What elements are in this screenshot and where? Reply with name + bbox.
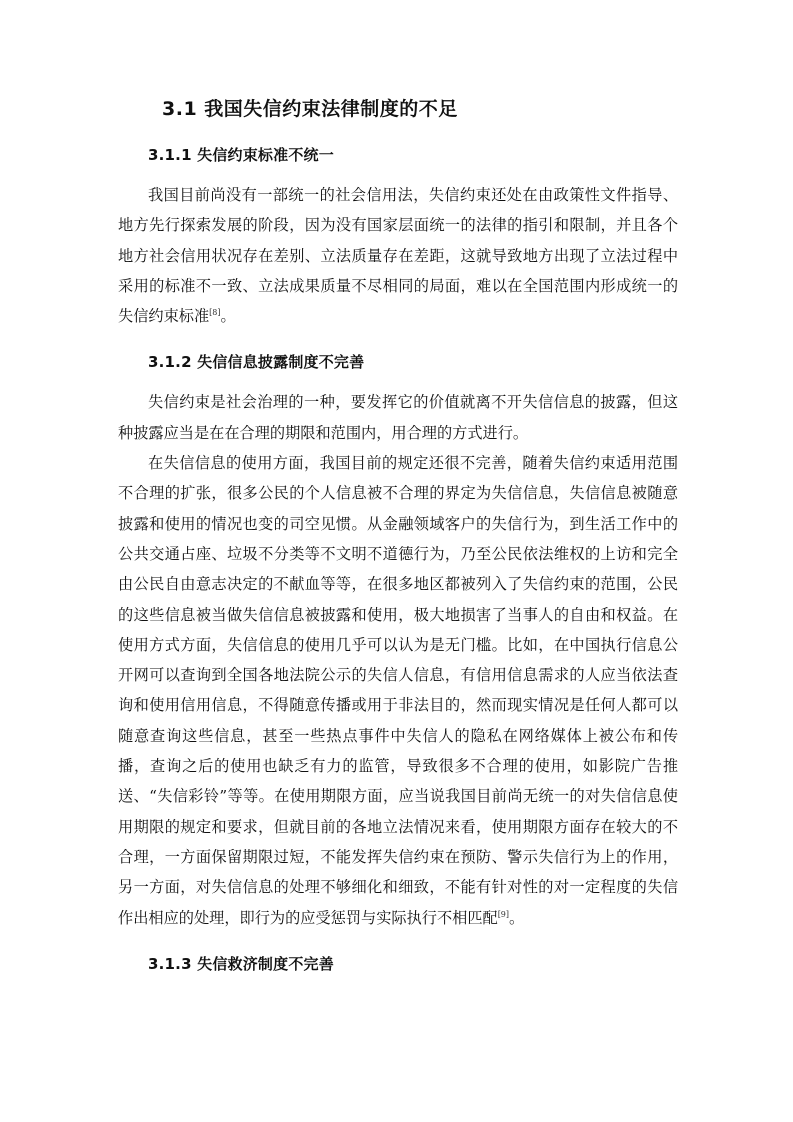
paragraph	[118, 180, 678, 331]
paragraph-end: 。	[220, 307, 236, 326]
paragraph-end: 。	[509, 908, 525, 927]
citation-ref: [8]	[209, 308, 221, 318]
page-content	[118, 92, 678, 977]
paragraph	[118, 448, 678, 933]
subsection-title-3-1-2: 3.1.2 失信信息披露制度不完善	[148, 353, 365, 372]
citation-ref: [9]	[497, 909, 510, 919]
subsection-title-3-1-1: 3.1.1 失信约束标准不统一	[148, 146, 334, 164]
paragraph	[118, 387, 678, 448]
subsection-title-3-1-3: 3.1.3 失信救济制度不完善	[148, 954, 334, 973]
paragraph-text: 我国目前尚没有一部统一的社会信用法，失信约束还处在由政策性文件指导、地方先行探索发展的阶段，因为没有国家层面统一的法律的指引和限制，并且各个地方社会信用状况存在差别、立法质量存在差距，这就导致地方出现了立法过程中采用的标准不一致、立法成果质量不尽相同的局面，难以在全国范围内形成统一的失信约束标准	[118, 186, 678, 326]
paragraph-text: 失信约束是社会治理的一种，要发挥它的价值就离不开失信信息的披露，但这种披露应当是在在合理的期限和范围内，用合理的方式进行。	[118, 393, 678, 442]
paragraph-text: 在失信信息的使用方面，我国目前的规定还很不完善，随着失信约束适用范围不合理的扩张，很多公民的个人信息被不合理的界定为失信信息，失信信息被随意披露和使用的情况也变的司空见惯。从金融领域客户的失信行为，到生活工作中的公共交通占座、垃圾不分类等不文明不道德行为，乃至公民依法维权的上访和完全由公民自由意志决定的不献血等等，在很多地区都被列入了失信约束的范围，公民的这些信息被当做失信信息被披露和使用，极大地损害了当事人的自由和权益。在使用方式方面，失信信息的使用几乎可以认为是无门槛。比如，在中国执行信息公开网可以查询到全国各地法院公示的失信人信息，有信用信息需求的人应当依法查询和使用信用信息，不得随意传播或用于非法目的，然而现实情况是任何人都可以随意查询这些信息，甚至一些热点事件中失信人的隐私在网络媒体上被公布和传播，查询之后的使用也缺乏有力的监管，导致很多不合理的使用，如影院广告推送、“失信彩铃”等等。在使用期限方面，应当说我国目前尚无统一的对失信信息使用期限的规定和要求，但就目前的各地立法情况来看，使用期限方面存在较大的不合理，一方面保留期限过短，不能发挥失信约束在预防、警示失信行为上的作用，另一方面，对失信信息的处理不够细化和细致，不能有针对性的对一定程度的失信作出相应的处理，即行为的应受惩罚与实际执行不相匹配	[118, 454, 678, 927]
section-title: 3.1 我国失信约束法律制度的不足	[162, 98, 458, 120]
